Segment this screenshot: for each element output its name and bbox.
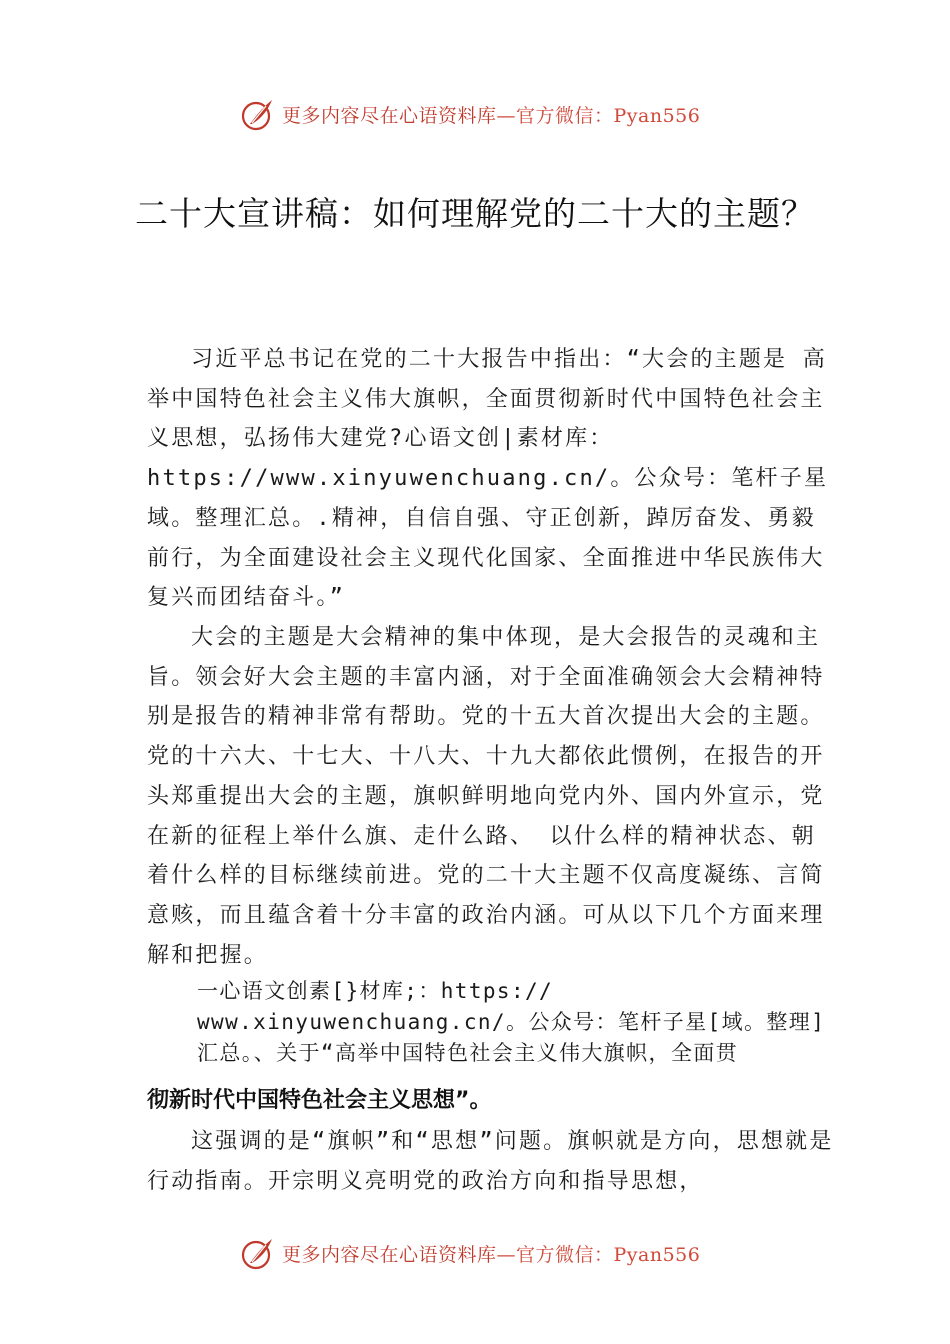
- paragraph-text: 这强调的是“旗帜”和“思想”问题。旗帜就是方向，思想就是行动指南。开宗明义亮明党的政治方向和指导思想，: [147, 1129, 834, 1194]
- paragraph-2: [147, 618, 837, 975]
- watermark-text: 更多内容尽在心语资料库—官方微信：Pyan556: [282, 104, 701, 127]
- quill-logo-icon: [240, 1235, 276, 1271]
- paragraph-1: [147, 340, 837, 618]
- paragraph-text: 习近平总书记在党的二十大报告中指出：“大会的主题是 高举中国特色社会主义伟大旗帜，全面贯彻新时代中国特色社会主义思想，弘扬伟大建党?心语文创|素材库：https://www.xinyuwenchuang.cn/。公众号：笔杆子星域。整理汇总。.精神，自信自强、守正创新，踔厉奋发、勇毅前行，为全面建设社会主义现代化国家、全面推进中华民族伟大复兴而团结奋斗。”: [147, 347, 829, 611]
- quill-logo-icon: [240, 96, 276, 132]
- section-heading-bold: 彻新时代中国特色社会主义思想”。: [147, 1088, 492, 1113]
- section-heading-line-3: 汇总。、关于“高举中国特色社会主义伟大旗帜，全面贯: [197, 1041, 739, 1065]
- watermark-text: 更多内容尽在心语资料库—官方微信：Pyan556: [282, 1243, 701, 1266]
- footer-watermark: [0, 1231, 950, 1275]
- section-heading-line-2: www.xinyuwenchuang.cn/。公众号：笔杆子星[域。整理]: [197, 1010, 826, 1034]
- paragraph-3: [147, 976, 837, 1069]
- document-title: 二十大宣讲稿：如何理解党的二十大的主题？: [135, 194, 815, 233]
- header-watermark: [0, 92, 950, 136]
- paragraph-text: 大会的主题是大会精神的集中体现，是大会报告的灵魂和主旨。领会好大会主题的丰富内涵，对于全面准确领会大会精神特别是报告的精神非常有帮助。党的十五大首次提出大会的主题。党的十六大、十七大、十八大、十九大都依此惯例，在报告的开头郑重提出大会的主题，旗帜鲜明地向党内外、国内外宣示，党在新的征程上举什么旗、走什么路、 以什么样的精神状态、朝着什么样的目标继续前进。党的二十大主题不仅高度凝练、言简意赅，而且蕴含着十分丰富的政治内涵。可从以下几个方面来理解和把握。: [147, 625, 825, 968]
- section-heading-line-1: 一心语文创素[}材库;：https://: [197, 979, 554, 1003]
- paragraph-4: [147, 1122, 837, 1201]
